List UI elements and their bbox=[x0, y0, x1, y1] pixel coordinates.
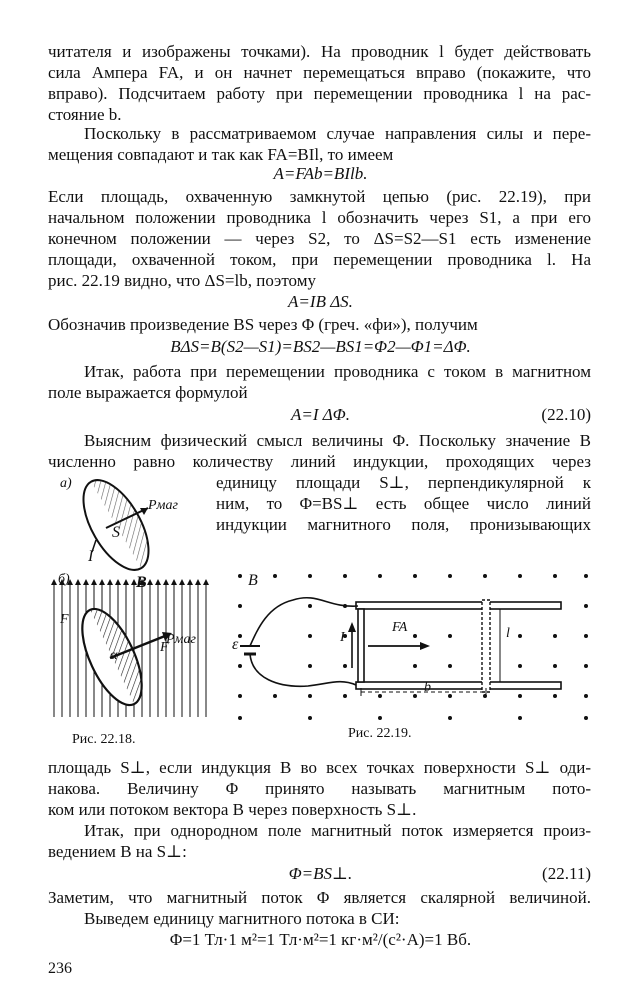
figure-22-19 bbox=[228, 568, 594, 723]
figure-22-18a bbox=[56, 470, 216, 580]
text-line: ком или потоком вектора B через поверхность S⊥. bbox=[48, 800, 417, 819]
label-f: F bbox=[160, 640, 169, 655]
text-line: площадь S⊥, если индукция B во всех точках поверхности S⊥ оди- bbox=[48, 758, 591, 777]
text-line: Заметим, что магнитный поток Φ является скалярной величиной. bbox=[48, 888, 591, 907]
equation: Φ=1 Тл·1 м²=1 Тл·м²=1 кг·м²/(с²·А)=1 Вб. bbox=[169, 930, 472, 949]
label-i: I bbox=[340, 630, 345, 645]
panel-label: а) bbox=[60, 476, 72, 491]
panel-label: б) bbox=[58, 572, 70, 587]
label-b-field: B bbox=[136, 574, 147, 591]
text-line: поле выражается формулой bbox=[48, 383, 248, 402]
figure-caption: Рис. 22.18. bbox=[72, 732, 136, 747]
page-number: 236 bbox=[48, 960, 72, 977]
text-line: читателя и изображены точками). На проводник l будет действовать bbox=[48, 42, 591, 61]
label-i: I bbox=[88, 548, 94, 565]
label-pmag: Pмаг bbox=[166, 632, 196, 647]
label-s: S bbox=[112, 524, 120, 541]
equation: BΔS=B(S2—S1)=BS2—BS1=Φ2—Φ1=ΔΦ. bbox=[170, 337, 471, 356]
text-line: индукции магнитного поля, пронизывающих bbox=[216, 515, 591, 534]
text-line: начальном положении проводника l обозначить через S1, а при его bbox=[48, 208, 591, 227]
text-line: стояние b. bbox=[48, 105, 122, 124]
figure-caption: Рис. 22.19. bbox=[348, 726, 412, 741]
label-fa: FA bbox=[392, 620, 408, 635]
text-line: Выясним физический смысл величины Φ. Поскольку значение B bbox=[84, 431, 591, 450]
text-line: численно равно количеству линий индукции, проходящих через bbox=[48, 452, 591, 471]
equation: Φ=BS⊥. bbox=[288, 864, 353, 883]
text-line: Обозначив произведение BS через Φ (греч. «фи»), получим bbox=[48, 315, 478, 334]
text-line: площади, охваченной током, при перемещении проводника l. На bbox=[48, 250, 591, 269]
text-line: единицу площади S⊥, перпендикулярной к bbox=[216, 473, 591, 492]
label-alpha: α bbox=[110, 648, 118, 663]
text-line: Поскольку в рассматриваемом случае направления силы и пере- bbox=[84, 124, 591, 143]
label-f: F bbox=[60, 612, 69, 627]
equation-number: (22.11) bbox=[542, 864, 591, 883]
label-b-field: B bbox=[248, 572, 258, 589]
text-line: Итак, при однородном поле магнитный поток измеряется произ- bbox=[84, 821, 591, 840]
text-line: конечном положении — через S2, то ΔS=S2—S1 есть изменение bbox=[48, 229, 591, 248]
text-line: Выведем единицу магнитного потока в СИ: bbox=[84, 909, 400, 928]
equation: A=I ΔΦ. bbox=[291, 405, 350, 424]
label-l: l bbox=[506, 626, 510, 641]
equation: A=IB ΔS. bbox=[288, 292, 353, 311]
text-line: мещения совпадают и так как FA=BIl, то имеем bbox=[48, 145, 394, 164]
text-line: вправо). Подсчитаем работу при перемещении проводника l на рас- bbox=[48, 84, 591, 103]
text-line: Итак, работа при перемещении проводника с током в магнитном bbox=[84, 362, 591, 381]
text-line: сила Ампера FA, и он начнет перемещаться вправо (покажите, что bbox=[48, 63, 591, 82]
text-line: рис. 22.19 видно, что ΔS=lb, поэтому bbox=[48, 271, 316, 290]
text-line: ним, то Φ=BS⊥ есть общее число линий bbox=[216, 494, 591, 513]
label-pmag: Pмаг bbox=[148, 498, 178, 513]
label-emf: ε bbox=[232, 636, 239, 653]
text-line: ведением B на S⊥: bbox=[48, 842, 187, 861]
text-line: накова. Величину Φ принято называть магнитным пото- bbox=[48, 779, 591, 798]
text-line: Если площадь, охваченную замкнутой цепью (рис. 22.19), при bbox=[48, 187, 591, 206]
equation-number: (22.10) bbox=[541, 405, 591, 424]
equation: A=FAb=BIlb. bbox=[273, 164, 368, 183]
label-b: b bbox=[424, 680, 431, 695]
